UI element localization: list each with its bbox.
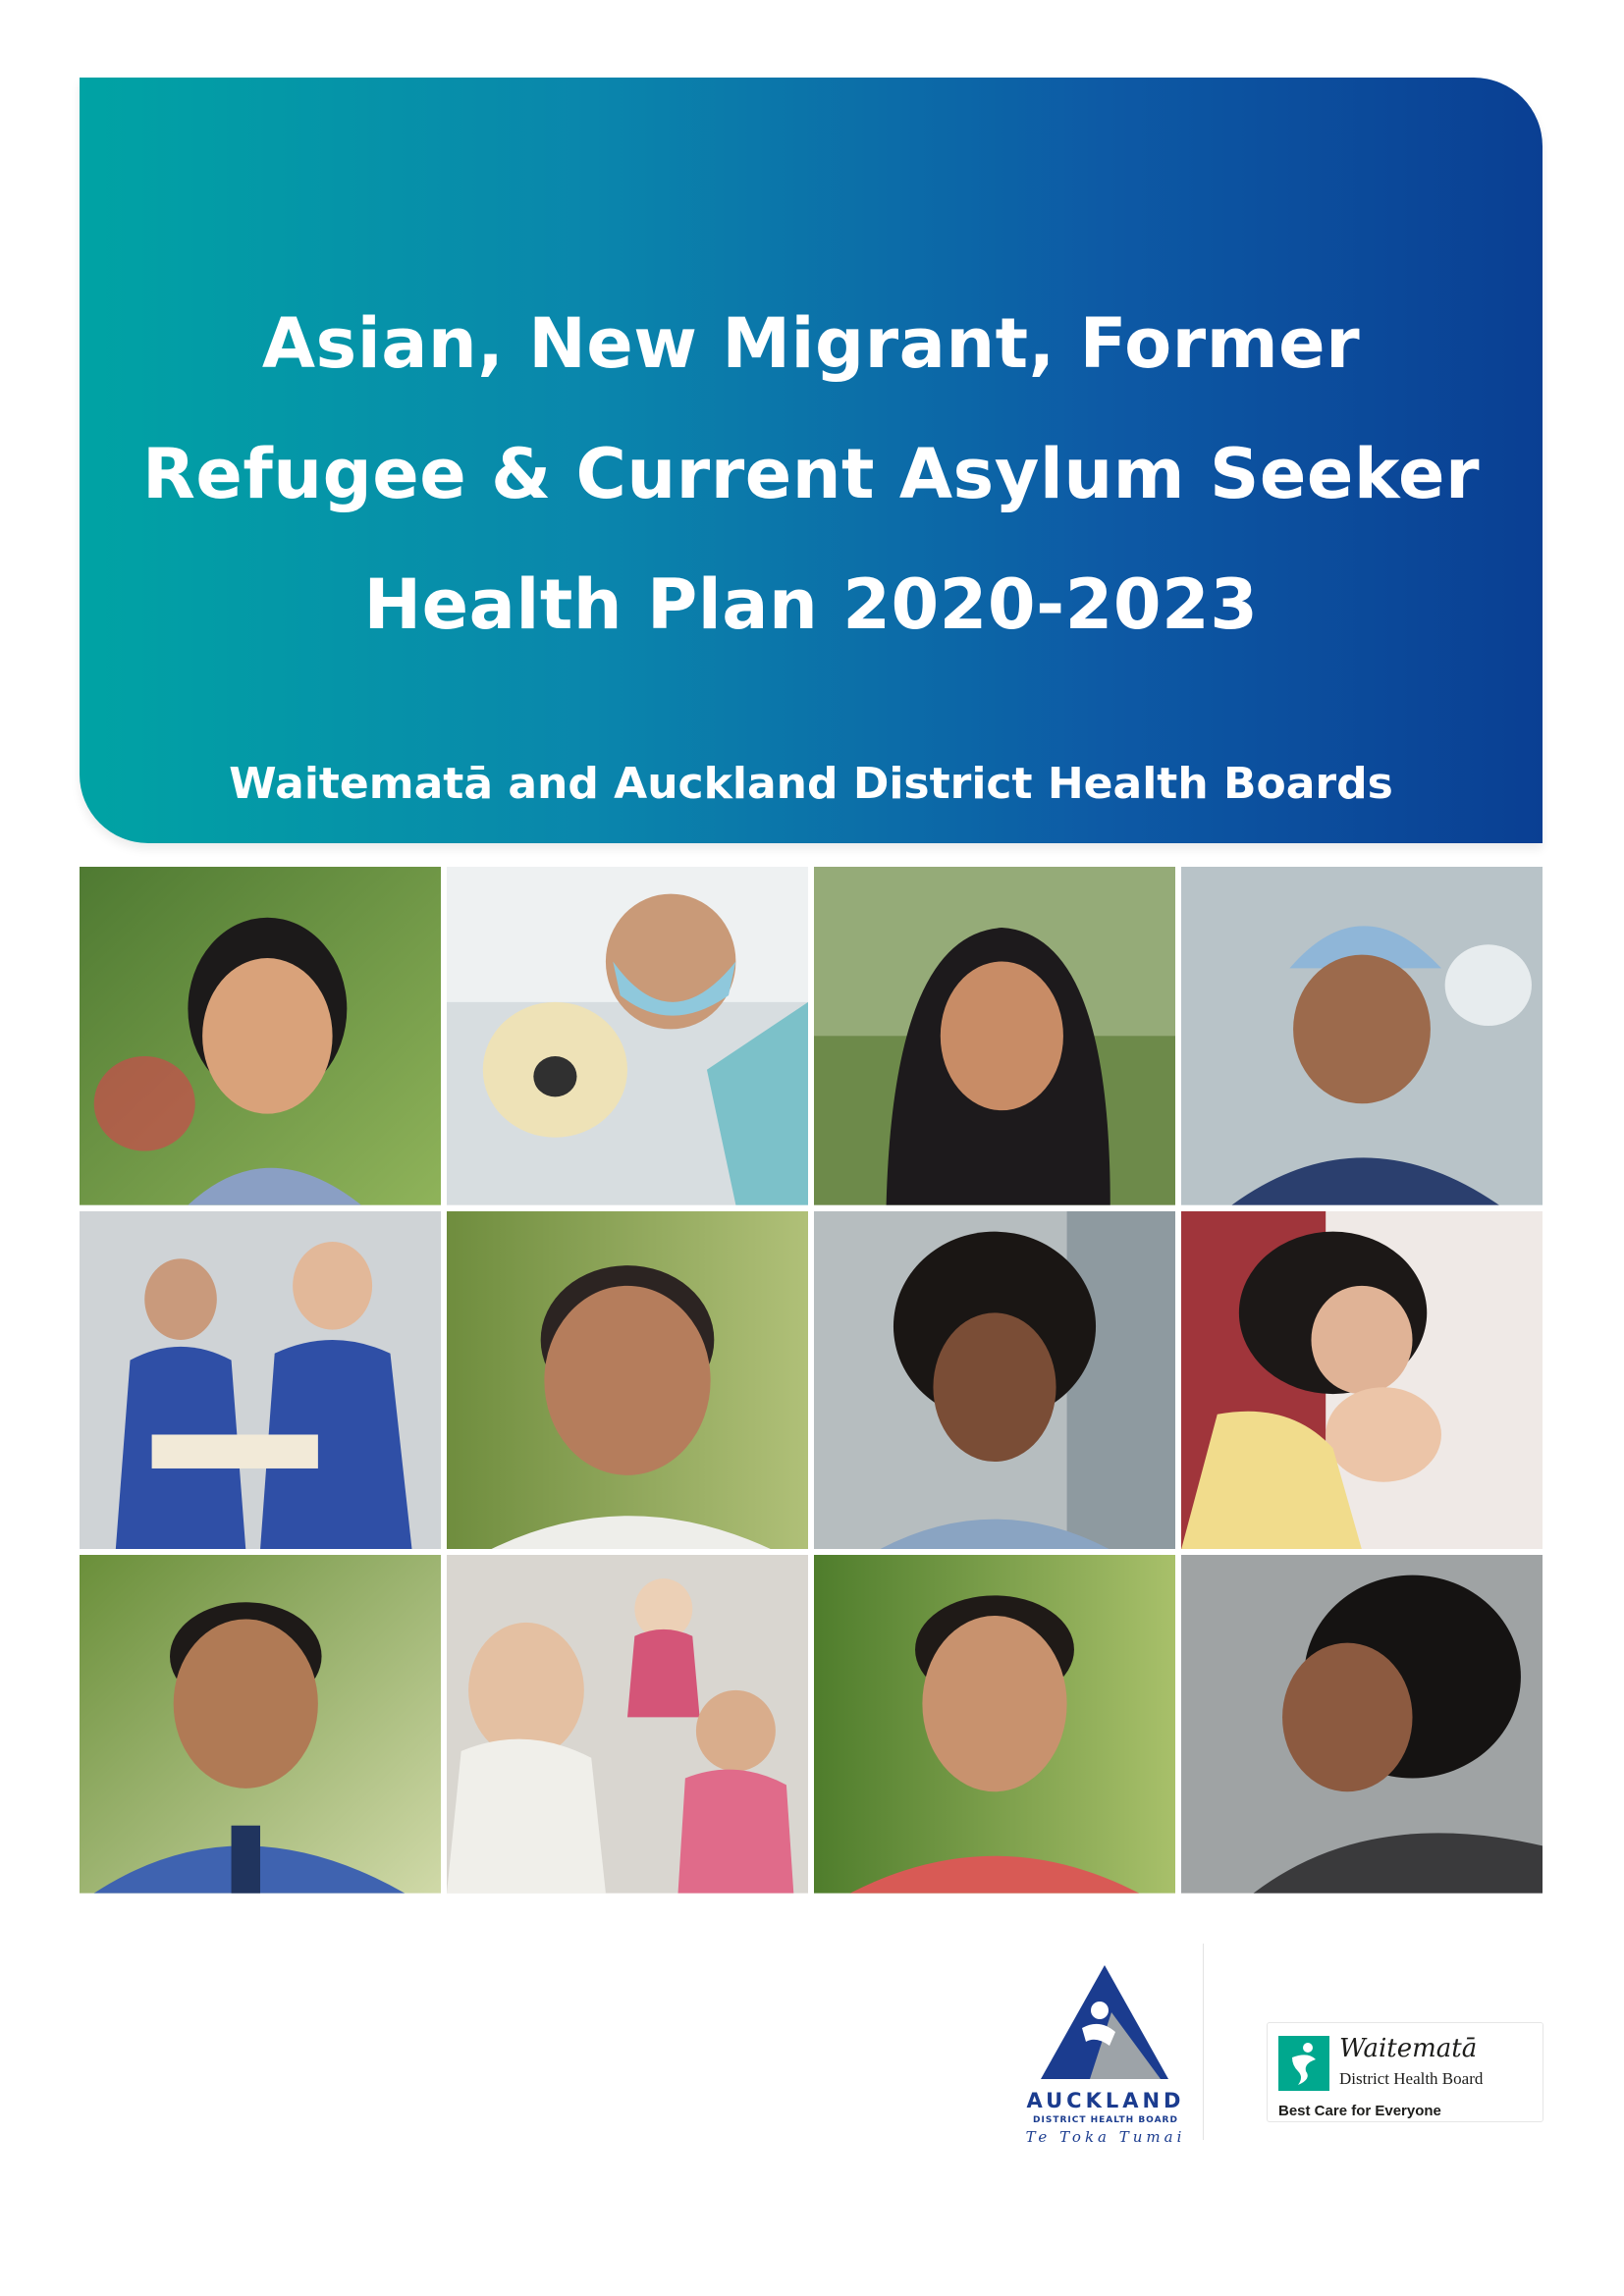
auckland-sub: DISTRICT HEALTH BOARD: [1033, 2115, 1178, 2125]
waitemata-tagline: Best Care for Everyone: [1278, 2103, 1441, 2119]
photo-mother-baby: [1181, 1211, 1543, 1550]
waitemata-dhb-logo: [1267, 2022, 1551, 2140]
waitemata-name: Waitematā: [1339, 2034, 1478, 2063]
portrait-photo-icon: [814, 867, 1175, 1205]
logo-area: [1001, 1944, 1551, 2160]
waitemata-figure-icon: [1278, 2036, 1329, 2091]
photo-woman-profile: [1181, 1555, 1543, 1894]
portrait-photo-icon: [1181, 867, 1543, 1205]
auckland-name: AUCKLAND: [1026, 2089, 1185, 2112]
photo-woman-hijab: [814, 867, 1175, 1205]
photo-collage: [80, 867, 1543, 1894]
logo-divider: [1203, 1944, 1204, 2140]
photo-clinic-child: [447, 1555, 808, 1894]
auckland-triangle-icon: [1001, 1963, 1208, 2081]
portrait-photo-icon: [80, 867, 441, 1205]
portrait-photo-icon: [447, 1555, 808, 1894]
portrait-photo-icon: [814, 1211, 1175, 1550]
photo-young-woman-curly: [814, 1211, 1175, 1550]
auckland-dhb-logo: [1001, 1963, 1208, 2146]
portrait-photo-icon: [814, 1555, 1175, 1894]
photo-young-man: [814, 1555, 1175, 1894]
document-subtitle: Waitematā and Auckland District Health Boards: [229, 759, 1393, 809]
photo-older-woman: [80, 867, 441, 1205]
auckland-maori-name: Te Toka Tumai: [1025, 2128, 1186, 2146]
photo-dentist: [447, 867, 808, 1205]
photo-surgeon: [1181, 867, 1543, 1205]
portrait-photo-icon: [447, 867, 808, 1205]
photo-older-man: [447, 1211, 808, 1550]
portrait-photo-icon: [80, 1555, 441, 1894]
document-title: Asian, New Migrant, Former Refugee & Current Asylum Seeker Health Plan 2020-2023: [141, 303, 1481, 645]
portrait-photo-icon: [447, 1211, 808, 1550]
portrait-photo-icon: [80, 1211, 441, 1550]
portrait-photo-icon: [1181, 1555, 1543, 1894]
portrait-photo-icon: [1181, 1211, 1543, 1550]
photo-smiling-man-tie: [80, 1555, 441, 1894]
photo-nurses: [80, 1211, 441, 1550]
waitemata-sub: District Health Board: [1339, 2069, 1484, 2088]
title-banner: [80, 78, 1543, 843]
